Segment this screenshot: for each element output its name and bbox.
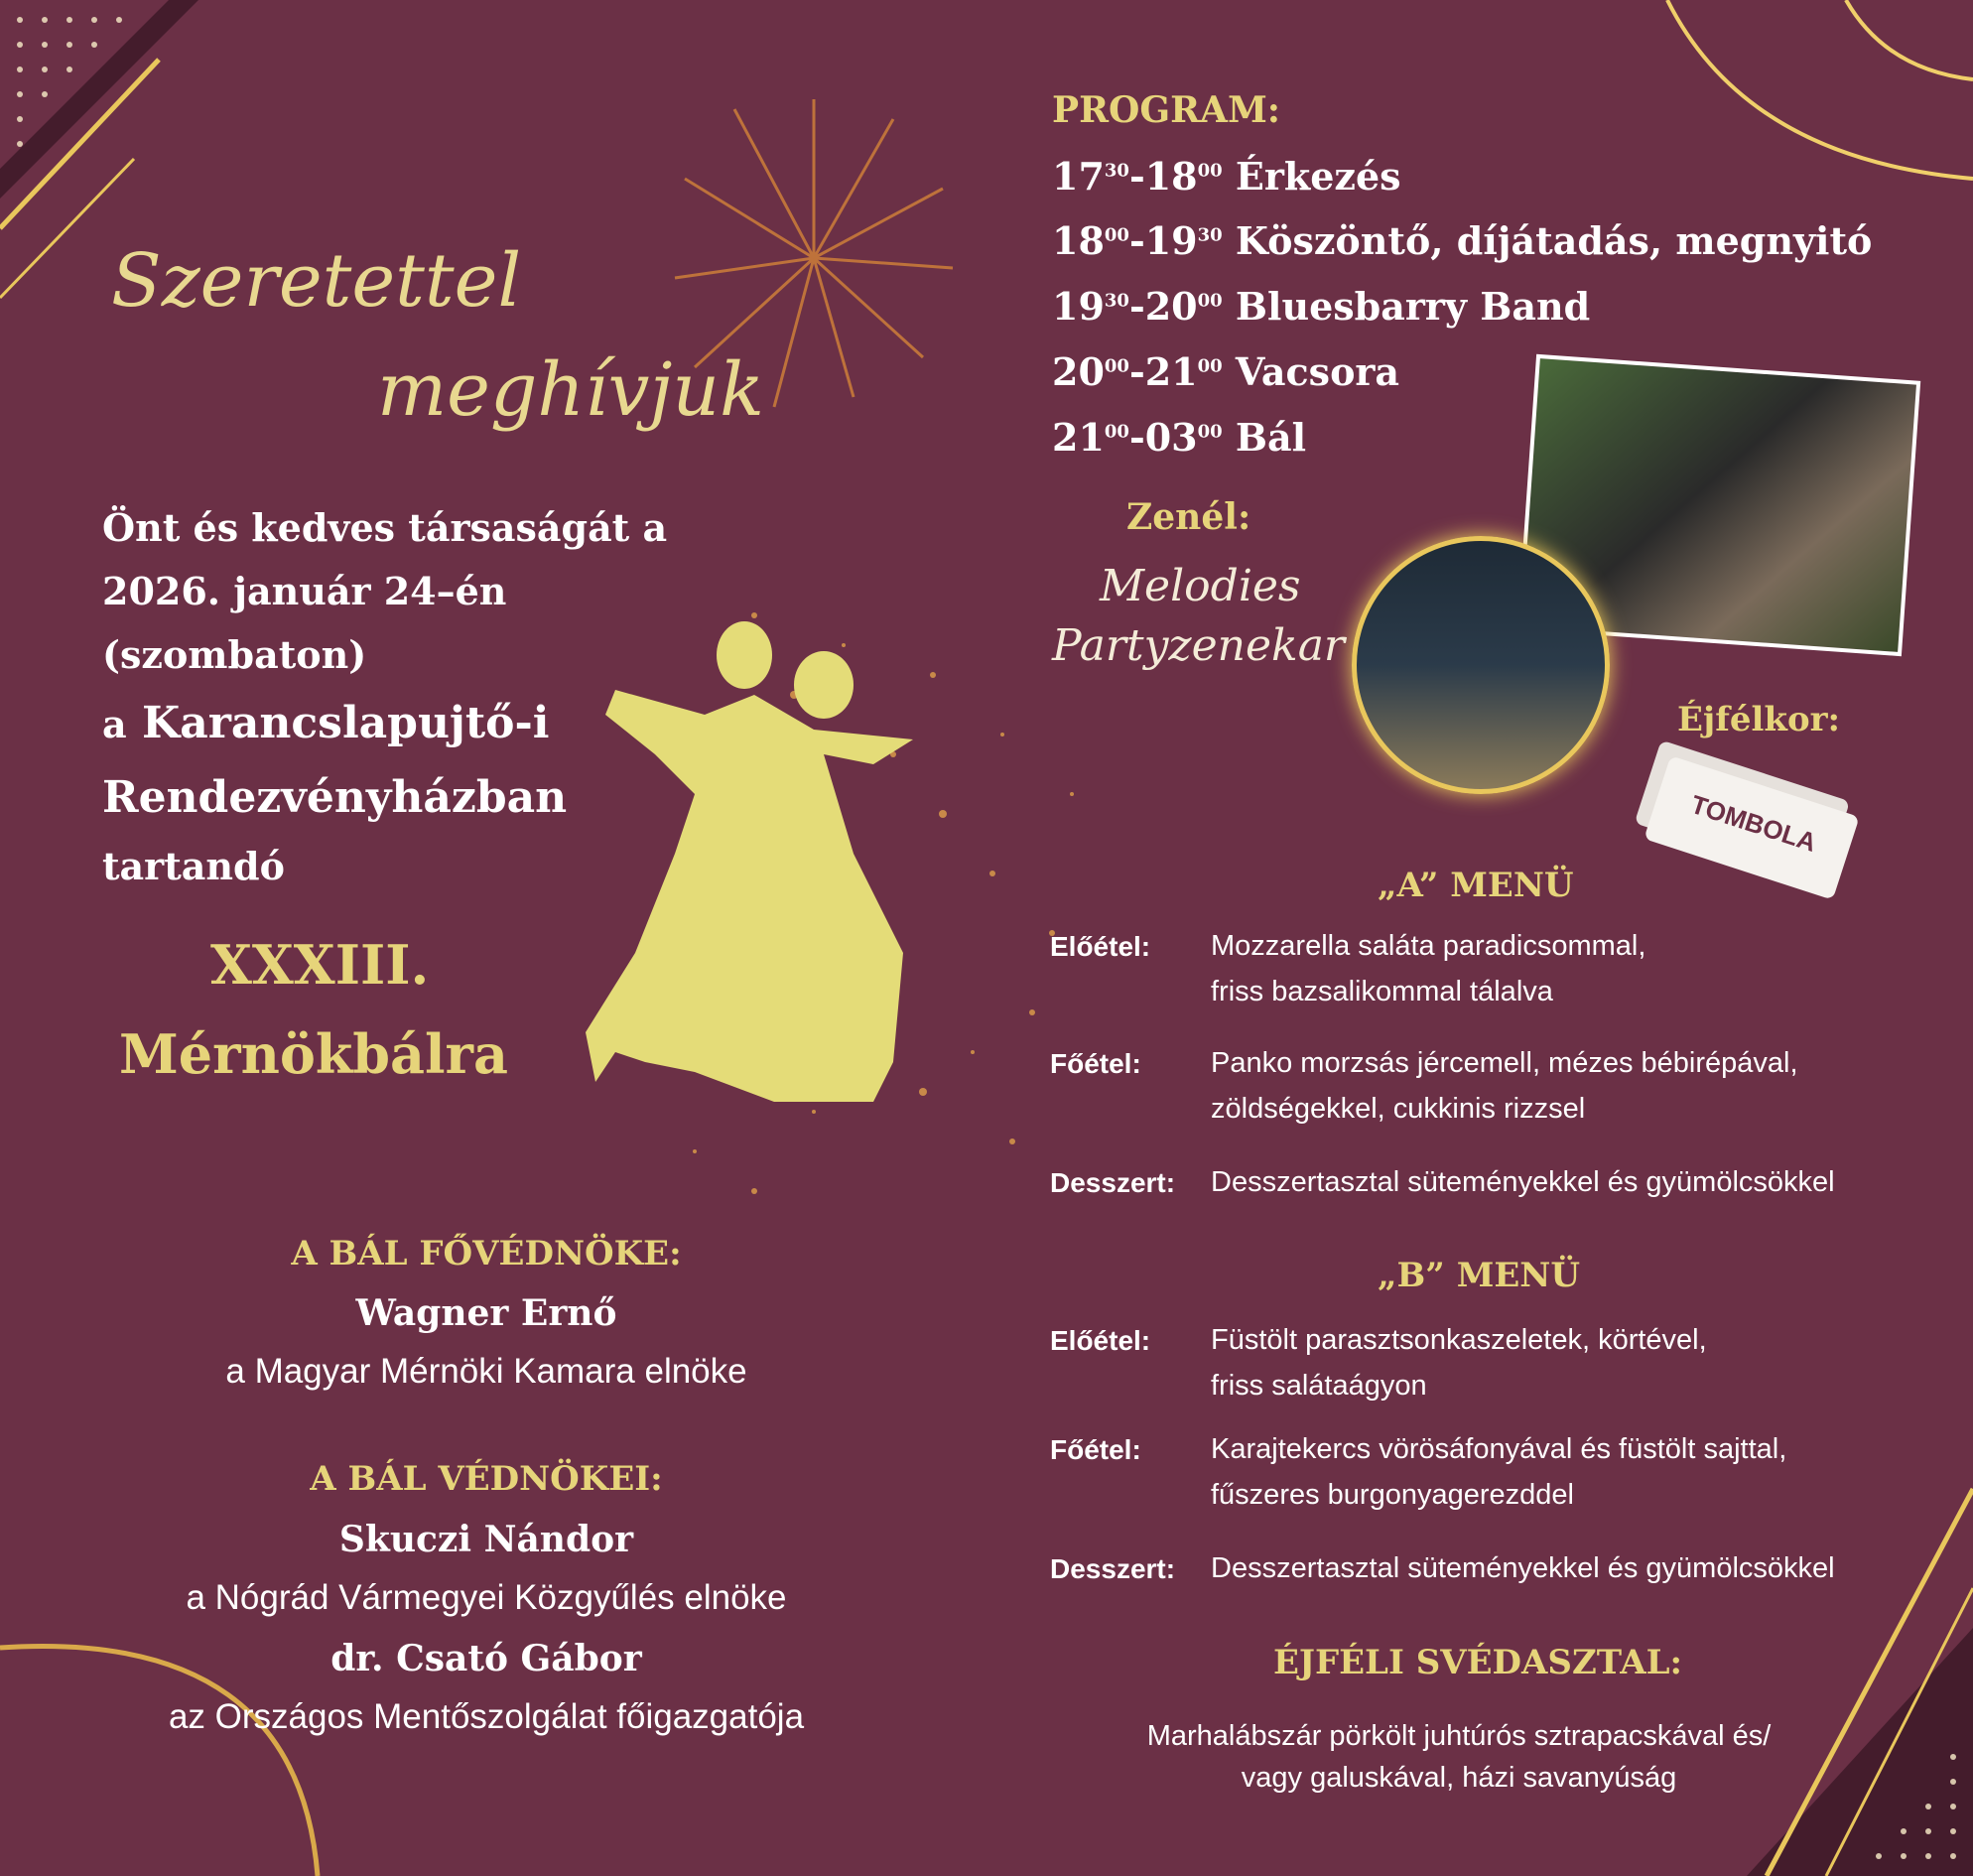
program-item: $17^{30}-18^{00}$ Érkezés [1052,154,1401,199]
program-start-minute: 00 [1104,421,1129,443]
invite-line-3: (szombaton) [102,632,367,677]
program-end-hour: 03 [1144,415,1198,460]
menu-a-main-line1: Panko morzsás jércemell, mézes bébirépával, [1211,1047,1798,1079]
program-end-minute: 30 [1197,224,1223,246]
script-greeting-line1: Szeretettel [111,238,522,324]
program-end-hour: 21 [1144,349,1198,394]
patron-2-role: az Országos Mentőszolgálat főigazgatója [168,1697,805,1736]
menu-b-starter-line1: Füstölt parasztsonkaszeletek, körtével, [1211,1324,1707,1356]
menu-a-heading: „A” MENÜ [1378,866,1574,905]
menu-b-main-line1: Karajtekercs vörösáfonyával és füstölt sajttal, [1211,1433,1787,1465]
program-label: Érkezés [1235,154,1401,199]
program-start-minute: 00 [1104,224,1129,246]
menu-b-starter [1211,1317,1707,1408]
buffet-heading: ÉJFÉLI SVÉDASZTAL: [1273,1643,1683,1682]
menu-a-dessert-label: Desszert: [1050,1167,1176,1198]
invite-line-2: 2026. január 24–én [102,569,507,613]
menu-a-starter [1211,923,1645,1014]
menu-b-main [1211,1426,1786,1518]
main-patron-name: Wagner Ernő [355,1292,617,1334]
raffle-ticket-label: TOMBOLA [1687,788,1820,858]
program-end-hour: 19 [1144,218,1198,263]
program-end-minute: 00 [1197,355,1223,377]
menu-a-main [1211,1040,1798,1132]
program-label: Bál [1235,415,1307,460]
menu-b-dessert: Desszertasztal süteményekkel és gyümölcsökkel [1211,1552,1835,1584]
patron-1-role: a Nógrád Vármegyei Közgyűlés elnöke [186,1578,787,1617]
program-end-hour: 20 [1144,284,1198,329]
program-start-minute: 00 [1104,355,1129,377]
invite-line-6: tartandó [102,844,285,888]
patrons-heading: A BÁL VÉDNÖKEI: [310,1459,663,1499]
buffet-line1: Marhalábszár pörkölt juhtúrós sztrapacskával és/ [1146,1720,1772,1752]
patron-1-name: Skuczi Nándor [338,1519,634,1560]
main-patron-heading: A BÁL FŐVÉDNÖKE: [291,1234,682,1273]
menu-b-main-line2: fűszeres burgonyagerezddel [1211,1479,1574,1511]
program-start-minute: 30 [1104,160,1129,182]
script-greeting-line2: meghívjuk [377,347,764,433]
program-start-hour: 21 [1052,415,1105,460]
program-start-hour: 18 [1052,218,1105,263]
music-heading: Zenél: [1126,496,1251,538]
menu-a-starter-line2: friss bazsalikommal tálalva [1211,976,1553,1007]
program-start-hour: 17 [1052,154,1105,199]
band-name-line2: Partyzenekar [1052,620,1345,671]
menu-b-starter-line2: friss salátaágyon [1211,1370,1427,1402]
program-label: Bluesbarry Band [1235,284,1591,329]
invite-line-5: Rendezvényházban [102,772,568,823]
invite-text [102,496,667,898]
program-start-hour: 19 [1052,284,1105,329]
program-end-minute: 00 [1197,290,1223,312]
midnight-heading: Éjfélkor: [1677,700,1841,739]
menu-b-starter-label: Előétel: [1050,1325,1151,1356]
menu-a-main-line2: zöldségekkel, cukkinis rizzsel [1211,1093,1586,1125]
buffet-line2: vagy galuskával, házi savanyúság [1241,1762,1677,1794]
program-item: $20^{00}-21^{00}$ Vacsora [1052,349,1400,394]
event-edition: XXXIII. [210,933,430,997]
program-label: Köszöntő, díjátadás, megnyitó [1235,218,1873,263]
menu-b-main-label: Főétel: [1050,1434,1141,1465]
program-end-minute: 00 [1197,421,1223,443]
band-photo-group [1352,536,1610,794]
program-start-hour: 20 [1052,349,1105,394]
patron-2-name: dr. Csató Gábor [330,1638,642,1679]
venue-name: Karancslapujtő-i [141,698,550,748]
main-patron-role: a Magyar Mérnöki Kamara elnöke [225,1352,747,1391]
menu-a-dessert: Desszertasztal süteményekkel és gyümölcsökkel [1211,1166,1835,1198]
menu-a-starter-label: Előétel: [1050,931,1151,962]
program-item: $19^{30}-20^{00}$ Bluesbarry Band [1052,284,1591,329]
program-item: $18^{00}-19^{30}$ Köszöntő, díjátadás, megnyitó [1052,218,1873,263]
buffet-text [1072,1715,1846,1799]
menu-b-heading: „B” MENÜ [1378,1256,1580,1295]
program-end-hour: 18 [1144,154,1198,199]
program-heading: PROGRAM: [1052,89,1281,131]
menu-b-dessert-label: Desszert: [1050,1553,1176,1584]
program-end-minute: 00 [1197,160,1223,182]
invite-line-4-prefix: a [102,702,127,746]
program-item: $21^{00}-03^{00}$ Bál [1052,415,1307,460]
invite-line-1: Önt és kedves társaságát a [102,505,668,550]
program-start-minute: 30 [1104,290,1129,312]
menu-a-main-label: Főétel: [1050,1048,1141,1079]
band-name-line1: Melodies [1100,561,1301,611]
invite-line-4 [102,687,667,761]
program-label: Vacsora [1235,349,1400,394]
menu-a-starter-line1: Mozzarella saláta paradicsommal, [1211,930,1646,962]
event-title: Mérnökbálra [119,1022,508,1086]
